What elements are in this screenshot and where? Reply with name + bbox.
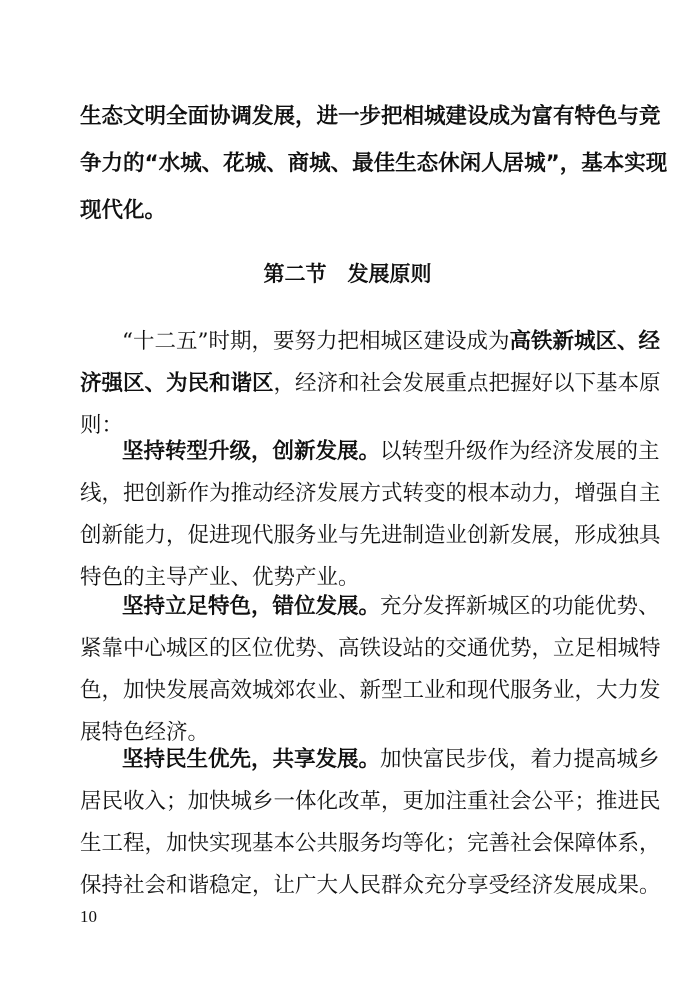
principle-line: 保持社会和谐稳定，让广大人民群众充分享受经济发展成果。 [80, 873, 661, 898]
principle-text: 以转型升级作为经济发展的主 [380, 439, 660, 464]
principle-first-line [80, 747, 660, 772]
principle-line: 展特色经济。 [80, 720, 210, 745]
principle-line: 紧靠中心城区的区位优势、高铁设站的交通优势，立足相城特 [80, 636, 661, 661]
section-heading: 第二节 发展原则 [263, 262, 432, 286]
text-bold: 为民和谐区 [166, 371, 274, 396]
paragraph-intro-principles [80, 329, 661, 438]
text-bold: 济强区 [80, 371, 145, 396]
intro-line: 争力的“水城、花城、商城、最佳生态休闲人居城”，基本实现 [80, 151, 668, 176]
principle-livelihood [80, 747, 661, 898]
principle-line: 居民收入；加快城乡一体化改革，更加注重社会公平；推进民 [80, 789, 661, 814]
intro-paragraph [80, 104, 668, 223]
principle-line: 创新能力，促进现代服务业与先进制造业创新发展，形成独具 [80, 523, 661, 548]
principle-text: 充分发挥新城区的功能优势、 [380, 594, 660, 619]
principle-line: 线，把创新作为推动经济发展方式转变的根本动力，增强自主 [80, 481, 661, 506]
text-bold: 经 [638, 329, 661, 354]
principle-title: 坚持立足特色，错位发展。 [122, 594, 381, 619]
principle-line: 色，加快发展高效城郊农业、新型工业和现代服务业，大力发 [80, 678, 661, 703]
principle-title: 坚持转型升级，创新发展。 [122, 439, 381, 464]
principle-first-line [80, 439, 660, 464]
principle-line: 生工程，加快实现基本公共服务均等化；完善社会保障体系， [80, 831, 661, 856]
intro-line: 生态文明全面协调发展，进一步把相城建设成为富有特色与竞 [80, 104, 661, 129]
principle-line: 特色的主导产业、优势产业。 [80, 565, 360, 590]
principle-first-line [80, 594, 660, 619]
text-normal: ，经济和社会发展重点把握好以下基本原 [273, 371, 661, 396]
principle-positioning [80, 594, 661, 745]
intro-line: 现代化。 [80, 198, 167, 223]
paragraph-line: 则： [80, 413, 124, 438]
page-number: 10 [80, 907, 97, 926]
paragraph-line [80, 329, 661, 354]
principle-transformation [80, 439, 661, 590]
text-normal: “十二五”时期，要努力把相城区建设成为 [122, 329, 510, 354]
principle-text: 加快富民步伐，着力提高城乡 [380, 747, 660, 772]
text-separator: 、 [144, 371, 167, 396]
text-bold: 高铁新城区 [509, 329, 618, 354]
paragraph-line [80, 371, 661, 396]
text-separator: 、 [617, 329, 639, 354]
principle-title: 坚持民生优先，共享发展。 [122, 747, 381, 772]
